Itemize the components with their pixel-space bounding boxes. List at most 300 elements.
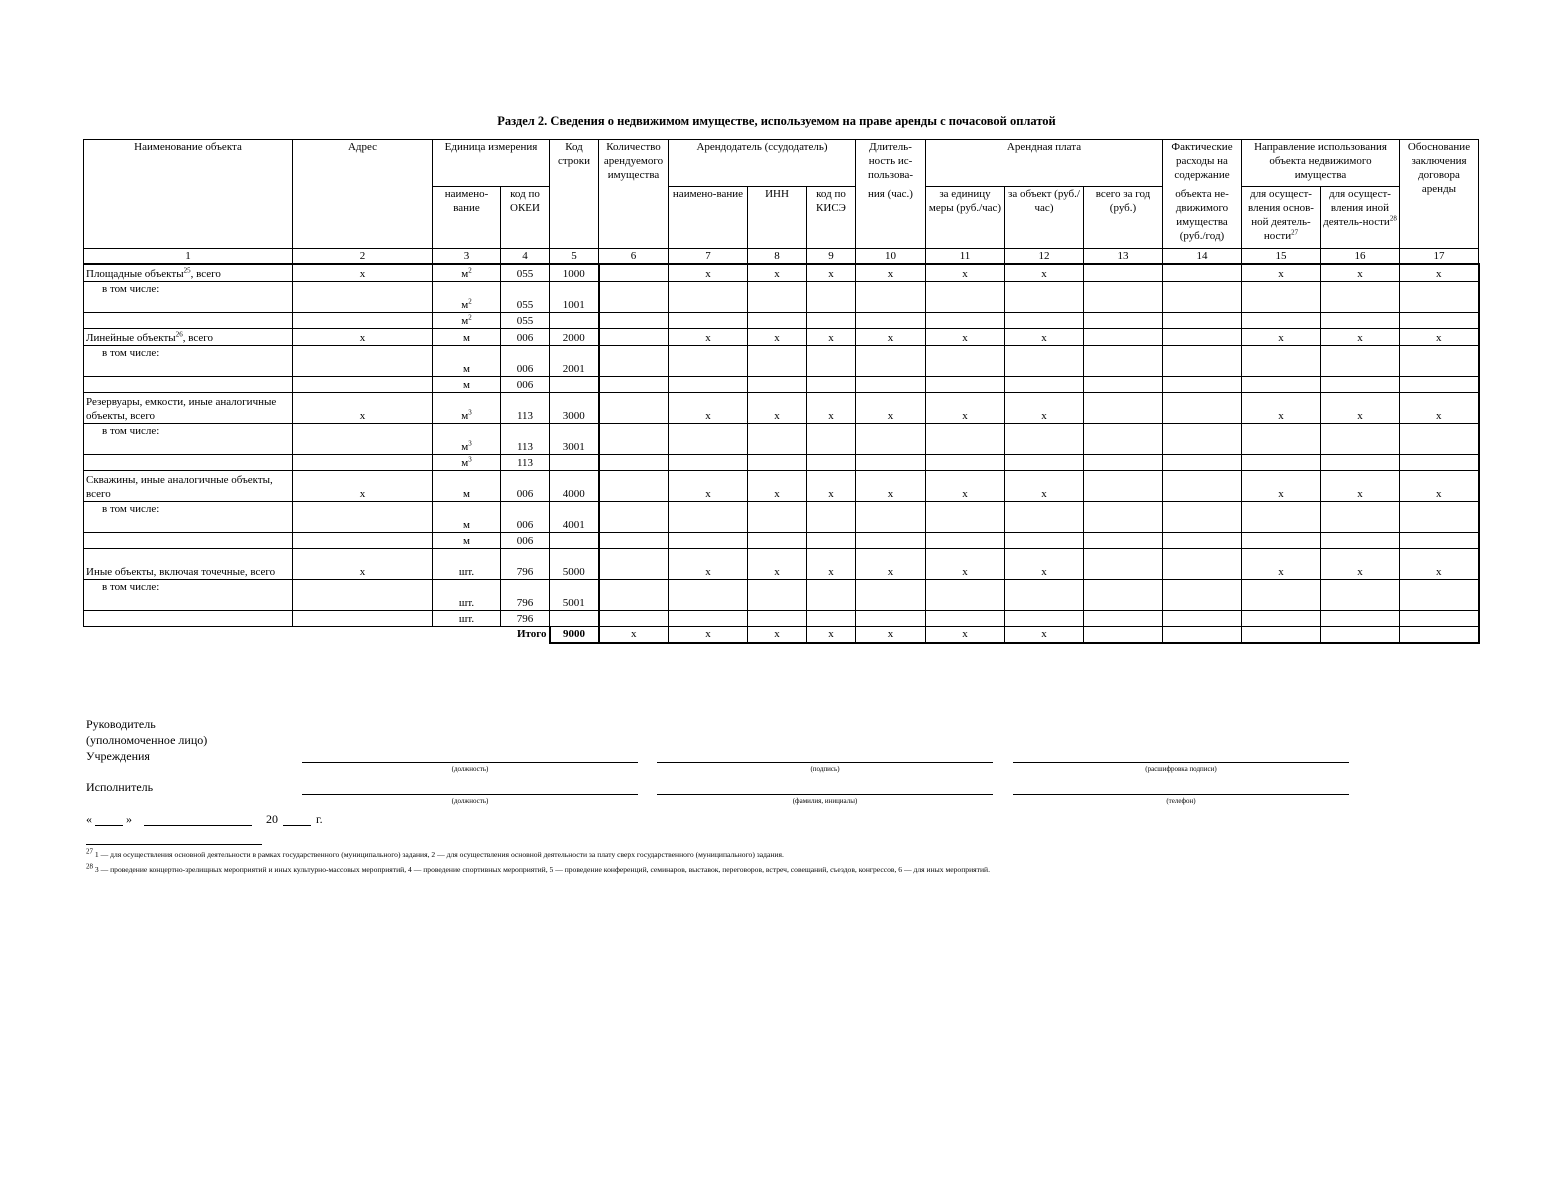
input-cell[interactable] xyxy=(599,423,669,454)
x-cell: х xyxy=(807,626,856,643)
okei-cell: 006 xyxy=(501,501,550,532)
unit-name: м xyxy=(461,298,469,311)
input-cell[interactable] xyxy=(1242,626,1321,643)
input-cell[interactable] xyxy=(293,345,433,376)
input-cell[interactable] xyxy=(550,454,599,470)
input-cell[interactable] xyxy=(1005,376,1084,392)
x-cell: х xyxy=(1400,328,1479,345)
input-cell[interactable] xyxy=(1163,579,1242,610)
x-cell: х xyxy=(1321,328,1400,345)
input-cell[interactable] xyxy=(1163,328,1242,345)
x-cell: х xyxy=(748,626,807,643)
unit-cell xyxy=(433,392,501,423)
header-expenses-top: Фактические расходы на содержание xyxy=(1163,140,1242,187)
input-cell[interactable] xyxy=(599,579,669,610)
input-cell[interactable] xyxy=(1321,579,1400,610)
total-code-cell: 9000 xyxy=(550,626,599,643)
object-name-suffix: , всего xyxy=(190,267,221,280)
column-number: 2 xyxy=(293,249,433,265)
unit-cell xyxy=(433,281,501,312)
input-cell[interactable] xyxy=(856,281,926,312)
input-cell[interactable] xyxy=(926,423,1005,454)
header-dir-main xyxy=(1242,187,1321,249)
column-number: 3 xyxy=(433,249,501,265)
x-cell: х xyxy=(1400,264,1479,281)
unit-name: м xyxy=(463,487,470,500)
input-cell[interactable] xyxy=(807,610,856,626)
input-cell[interactable] xyxy=(599,470,669,501)
input-cell[interactable] xyxy=(926,312,1005,328)
input-cell[interactable] xyxy=(926,532,1005,548)
executor-position-line[interactable] xyxy=(302,794,638,795)
input-cell[interactable] xyxy=(1321,501,1400,532)
input-cell[interactable] xyxy=(1005,610,1084,626)
input-cell[interactable] xyxy=(926,345,1005,376)
group-extra-row xyxy=(84,376,1479,392)
input-cell[interactable] xyxy=(807,423,856,454)
unit-name: м xyxy=(461,456,469,469)
input-cell[interactable] xyxy=(1084,579,1163,610)
input-cell[interactable] xyxy=(1163,548,1242,579)
input-cell[interactable] xyxy=(856,532,926,548)
input-cell[interactable] xyxy=(926,281,1005,312)
input-cell[interactable] xyxy=(550,532,599,548)
input-cell[interactable] xyxy=(748,579,807,610)
head-signature-line[interactable] xyxy=(657,762,993,763)
head-position-line[interactable] xyxy=(302,762,638,763)
row-code-cell: 4000 xyxy=(550,470,599,501)
input-cell[interactable] xyxy=(1321,532,1400,548)
input-cell[interactable] xyxy=(1163,392,1242,423)
input-cell[interactable] xyxy=(856,376,926,392)
header-unit-okei: код по ОКЕИ xyxy=(501,187,550,249)
input-cell[interactable] xyxy=(1084,626,1163,643)
input-cell[interactable] xyxy=(1242,376,1321,392)
input-cell[interactable] xyxy=(1321,423,1400,454)
unit-cell xyxy=(433,312,501,328)
input-cell[interactable] xyxy=(1242,423,1321,454)
input-cell[interactable] xyxy=(1242,501,1321,532)
input-cell[interactable] xyxy=(1400,610,1479,626)
input-cell[interactable] xyxy=(293,312,433,328)
input-cell[interactable] xyxy=(856,610,926,626)
row-code-cell: 3001 xyxy=(550,423,599,454)
row-code-cell: 5000 xyxy=(550,548,599,579)
x-cell: х xyxy=(1321,264,1400,281)
input-cell[interactable] xyxy=(1084,610,1163,626)
input-cell[interactable] xyxy=(748,532,807,548)
group-total-row xyxy=(84,264,1479,281)
input-cell[interactable] xyxy=(1005,281,1084,312)
input-cell[interactable] xyxy=(1163,264,1242,281)
input-cell[interactable] xyxy=(1163,423,1242,454)
input-cell[interactable] xyxy=(669,501,748,532)
input-cell[interactable] xyxy=(748,423,807,454)
input-cell[interactable] xyxy=(1321,281,1400,312)
input-cell[interactable] xyxy=(926,501,1005,532)
executor-name-line[interactable] xyxy=(657,794,993,795)
x-cell: х xyxy=(1005,470,1084,501)
input-cell[interactable] xyxy=(669,579,748,610)
unit-cell xyxy=(433,328,501,345)
row-code-cell: 2001 xyxy=(550,345,599,376)
header-direction: Направление использования объекта недвижимого имущества xyxy=(1242,140,1400,187)
unit-cell xyxy=(433,264,501,281)
header-lessor-inn: ИНН xyxy=(748,187,807,249)
input-cell[interactable] xyxy=(856,454,926,470)
input-cell[interactable] xyxy=(807,312,856,328)
x-cell: х xyxy=(926,626,1005,643)
group-detail-row xyxy=(84,423,1479,454)
input-cell[interactable] xyxy=(926,579,1005,610)
x-cell: х xyxy=(1005,626,1084,643)
okei-cell: 006 xyxy=(501,532,550,548)
input-cell[interactable] xyxy=(84,532,293,548)
input-cell[interactable] xyxy=(1321,610,1400,626)
object-name xyxy=(84,264,293,281)
x-cell: х xyxy=(748,264,807,281)
group-detail-row xyxy=(84,281,1479,312)
x-cell: х xyxy=(1242,470,1321,501)
input-cell[interactable] xyxy=(1163,532,1242,548)
header-lessor-name: наимено-вание xyxy=(669,187,748,249)
input-cell[interactable] xyxy=(293,281,433,312)
header-dir-other-sup: 28 xyxy=(1389,214,1397,223)
input-cell[interactable] xyxy=(1084,454,1163,470)
input-cell[interactable] xyxy=(1242,579,1321,610)
input-cell[interactable] xyxy=(1321,312,1400,328)
input-cell[interactable] xyxy=(748,281,807,312)
x-cell: х xyxy=(856,264,926,281)
input-cell[interactable] xyxy=(293,423,433,454)
x-cell: х xyxy=(669,470,748,501)
input-cell[interactable] xyxy=(1005,501,1084,532)
input-cell[interactable] xyxy=(748,376,807,392)
input-cell[interactable] xyxy=(1163,501,1242,532)
unit-name: м xyxy=(461,267,469,280)
unit-sup: 3 xyxy=(468,438,472,447)
x-cell: х xyxy=(807,470,856,501)
okei-cell: 006 xyxy=(501,328,550,345)
x-cell: х xyxy=(1005,328,1084,345)
input-cell[interactable] xyxy=(1321,345,1400,376)
input-cell[interactable] xyxy=(1242,454,1321,470)
row-code-cell: 3000 xyxy=(550,392,599,423)
date-open-quote: « xyxy=(86,812,92,826)
input-cell[interactable] xyxy=(1400,454,1479,470)
input-cell[interactable] xyxy=(748,345,807,376)
executor-phone-line[interactable] xyxy=(1013,794,1349,795)
input-cell[interactable] xyxy=(84,454,293,470)
input-cell[interactable] xyxy=(1084,392,1163,423)
okei-cell: 796 xyxy=(501,579,550,610)
date-day-line[interactable] xyxy=(95,825,123,826)
unit-sup: 3 xyxy=(468,454,472,463)
okei-cell: 113 xyxy=(501,454,550,470)
input-cell[interactable] xyxy=(1321,626,1400,643)
okei-cell: 055 xyxy=(501,264,550,281)
object-name-sup: 25 xyxy=(183,265,191,274)
input-cell[interactable] xyxy=(1163,376,1242,392)
input-cell[interactable] xyxy=(84,376,293,392)
x-cell: х xyxy=(669,328,748,345)
footnote-27 xyxy=(86,847,784,859)
property-table xyxy=(83,139,1480,644)
okei-cell: 006 xyxy=(501,470,550,501)
input-cell[interactable] xyxy=(1005,312,1084,328)
input-cell[interactable] xyxy=(599,312,669,328)
input-cell[interactable] xyxy=(293,579,433,610)
caption-position: (должность) xyxy=(451,765,489,773)
x-cell: х xyxy=(293,264,433,281)
unit-sup: 3 xyxy=(468,407,472,416)
input-cell[interactable] xyxy=(856,423,926,454)
input-cell[interactable] xyxy=(1400,281,1479,312)
input-cell[interactable] xyxy=(599,264,669,281)
head-label-1: Руководитель xyxy=(86,717,156,731)
column-number: 5 xyxy=(550,249,599,265)
input-cell[interactable] xyxy=(599,392,669,423)
group-detail-row xyxy=(84,345,1479,376)
input-cell[interactable] xyxy=(1400,312,1479,328)
x-cell: х xyxy=(926,548,1005,579)
group-total-row xyxy=(84,328,1479,345)
input-cell[interactable] xyxy=(1084,470,1163,501)
x-cell: х xyxy=(856,548,926,579)
input-cell[interactable] xyxy=(293,610,433,626)
unit-cell xyxy=(433,345,501,376)
input-cell[interactable] xyxy=(1242,345,1321,376)
x-cell: х xyxy=(1005,548,1084,579)
input-cell[interactable] xyxy=(1400,501,1479,532)
input-cell[interactable] xyxy=(84,312,293,328)
group-extra-row xyxy=(84,312,1479,328)
date-month-line[interactable] xyxy=(144,825,252,826)
input-cell[interactable] xyxy=(599,501,669,532)
input-cell[interactable] xyxy=(669,345,748,376)
footnote-27-text: 1 — для осуществления основной деятельности в рамках государственного (муниципального) задания, 2 — для осуществления основной деятельности за плату сверх государственного (муниципального) задания. xyxy=(94,850,784,859)
input-cell[interactable] xyxy=(1400,376,1479,392)
x-cell: х xyxy=(1400,470,1479,501)
including-label: в том числе: xyxy=(84,423,293,454)
input-cell[interactable] xyxy=(599,281,669,312)
footnote-separator xyxy=(86,844,262,845)
input-cell[interactable] xyxy=(669,532,748,548)
input-cell[interactable] xyxy=(856,579,926,610)
input-cell[interactable] xyxy=(1084,312,1163,328)
header-duration-top: Длитель-ность ис-пользова- xyxy=(856,140,926,187)
object-name-text: Линейные объекты xyxy=(86,331,176,344)
input-cell[interactable] xyxy=(1005,579,1084,610)
input-cell[interactable] xyxy=(807,454,856,470)
input-cell[interactable] xyxy=(748,312,807,328)
x-cell: х xyxy=(926,328,1005,345)
input-cell[interactable] xyxy=(1321,376,1400,392)
input-cell[interactable] xyxy=(550,376,599,392)
x-cell: х xyxy=(293,328,433,345)
x-cell: х xyxy=(1321,470,1400,501)
unit-sup: 2 xyxy=(468,265,472,274)
input-cell[interactable] xyxy=(1005,454,1084,470)
x-cell: х xyxy=(669,548,748,579)
unit-sup: 2 xyxy=(468,312,472,321)
unit-name: шт. xyxy=(458,596,475,609)
input-cell[interactable] xyxy=(599,532,669,548)
input-cell[interactable] xyxy=(669,423,748,454)
input-cell[interactable] xyxy=(807,501,856,532)
input-cell[interactable] xyxy=(84,610,293,626)
input-cell[interactable] xyxy=(1084,376,1163,392)
okei-cell: 006 xyxy=(501,345,550,376)
input-cell[interactable] xyxy=(807,579,856,610)
header-dir-main-text: для осущест-вления основ-ной деятель-ности xyxy=(1248,188,1314,242)
input-cell[interactable] xyxy=(926,376,1005,392)
input-cell[interactable] xyxy=(669,454,748,470)
unit-cell xyxy=(433,454,501,470)
including-label: в том числе: xyxy=(84,501,293,532)
date-year-line[interactable] xyxy=(283,825,311,826)
x-cell: х xyxy=(669,626,748,643)
input-cell[interactable] xyxy=(1242,610,1321,626)
input-cell[interactable] xyxy=(1242,281,1321,312)
input-cell[interactable] xyxy=(599,610,669,626)
header-row-code: Код строки xyxy=(550,140,599,249)
input-cell[interactable] xyxy=(293,532,433,548)
input-cell[interactable] xyxy=(856,312,926,328)
input-cell[interactable] xyxy=(1163,610,1242,626)
column-number: 8 xyxy=(748,249,807,265)
header-rent: Арендная плата xyxy=(926,140,1163,187)
x-cell: х xyxy=(1242,392,1321,423)
x-cell: х xyxy=(669,392,748,423)
input-cell[interactable] xyxy=(1163,454,1242,470)
input-cell[interactable] xyxy=(1163,626,1242,643)
group-detail-row xyxy=(84,579,1479,610)
input-cell[interactable] xyxy=(669,376,748,392)
input-cell[interactable] xyxy=(1400,532,1479,548)
header-unit: Единица измерения xyxy=(433,140,550,187)
input-cell[interactable] xyxy=(1163,312,1242,328)
x-cell: х xyxy=(1242,548,1321,579)
input-cell[interactable] xyxy=(1242,532,1321,548)
input-cell[interactable] xyxy=(669,312,748,328)
input-cell[interactable] xyxy=(1084,501,1163,532)
okei-cell: 113 xyxy=(501,392,550,423)
header-dir-main-sup: 27 xyxy=(1291,228,1299,237)
input-cell[interactable] xyxy=(669,281,748,312)
input-cell[interactable] xyxy=(807,532,856,548)
input-cell[interactable] xyxy=(599,548,669,579)
input-cell[interactable] xyxy=(1163,281,1242,312)
column-number: 6 xyxy=(599,249,669,265)
input-cell[interactable] xyxy=(1084,345,1163,376)
unit-name: м xyxy=(461,314,469,327)
input-cell[interactable] xyxy=(293,454,433,470)
x-cell: х xyxy=(1005,264,1084,281)
input-cell[interactable] xyxy=(293,501,433,532)
input-cell[interactable] xyxy=(748,454,807,470)
input-cell[interactable] xyxy=(1242,312,1321,328)
input-cell[interactable] xyxy=(599,376,669,392)
unit-cell xyxy=(433,470,501,501)
input-cell[interactable] xyxy=(1400,626,1479,643)
input-cell[interactable] xyxy=(1084,281,1163,312)
input-cell[interactable] xyxy=(1084,328,1163,345)
header-expenses-bottom: объекта не-движимого имущества (руб./год) xyxy=(1163,187,1242,249)
input-cell[interactable] xyxy=(926,454,1005,470)
unit-name: м xyxy=(463,331,470,344)
input-cell[interactable] xyxy=(1163,470,1242,501)
input-cell[interactable] xyxy=(748,610,807,626)
x-cell: х xyxy=(856,392,926,423)
input-cell[interactable] xyxy=(1321,454,1400,470)
input-cell[interactable] xyxy=(599,454,669,470)
caption-phone: (телефон) xyxy=(1166,797,1196,805)
input-cell[interactable] xyxy=(1163,345,1242,376)
group-extra-row xyxy=(84,454,1479,470)
column-number: 16 xyxy=(1321,249,1400,265)
input-cell[interactable] xyxy=(1084,264,1163,281)
group-detail-row xyxy=(84,501,1479,532)
header-name: Наименование объекта xyxy=(84,140,293,249)
input-cell[interactable] xyxy=(807,345,856,376)
column-number: 4 xyxy=(501,249,550,265)
group-total-row xyxy=(84,392,1479,423)
input-cell[interactable] xyxy=(807,376,856,392)
input-cell[interactable] xyxy=(599,328,669,345)
including-label: в том числе: xyxy=(84,345,293,376)
input-cell[interactable] xyxy=(599,345,669,376)
input-cell[interactable] xyxy=(550,610,599,626)
input-cell[interactable] xyxy=(550,312,599,328)
header-dir-other-text: для осущест-вления иной деятель-ности xyxy=(1323,188,1391,228)
object-name xyxy=(84,328,293,345)
unit-cell xyxy=(433,376,501,392)
input-cell[interactable] xyxy=(856,501,926,532)
header-duration-bottom: ния (час.) xyxy=(856,187,926,249)
total-label: Итого xyxy=(84,626,550,643)
input-cell[interactable] xyxy=(926,610,1005,626)
input-cell[interactable] xyxy=(1084,423,1163,454)
header-address: Адрес xyxy=(293,140,433,249)
unit-name: м xyxy=(461,409,469,422)
header-unit-name: наимено-вание xyxy=(433,187,501,249)
input-cell[interactable] xyxy=(1084,532,1163,548)
input-cell[interactable] xyxy=(1400,345,1479,376)
head-decode-line[interactable] xyxy=(1013,762,1349,763)
input-cell[interactable] xyxy=(293,376,433,392)
footnote-28 xyxy=(86,862,990,874)
input-cell[interactable] xyxy=(856,345,926,376)
input-cell[interactable] xyxy=(1005,532,1084,548)
footnote-27-mark: 27 xyxy=(86,847,93,856)
input-cell[interactable] xyxy=(1400,423,1479,454)
input-cell[interactable] xyxy=(748,501,807,532)
unit-name: м xyxy=(461,440,469,453)
footnote-28-text: 3 — проведение концертно-зрелищных мероприятий и иных культурно-массовых мероприятий, 4 — проведение спортивных мероприятий, 5 — проведение конференций, семинаров, выставок, переговоров, встреч, совещаний, съездов, конгрессов, 6 — для иных мероприятий. xyxy=(94,865,990,874)
input-cell[interactable] xyxy=(807,281,856,312)
caption-signature: (подпись) xyxy=(810,765,840,773)
column-number: 13 xyxy=(1084,249,1163,265)
input-cell[interactable] xyxy=(669,610,748,626)
okei-cell: 006 xyxy=(501,376,550,392)
executor-label: Исполнитель xyxy=(86,780,154,794)
input-cell[interactable] xyxy=(1005,345,1084,376)
input-cell[interactable] xyxy=(1084,548,1163,579)
input-cell[interactable] xyxy=(1005,423,1084,454)
input-cell[interactable] xyxy=(1400,579,1479,610)
header-row-1 xyxy=(84,140,1479,187)
